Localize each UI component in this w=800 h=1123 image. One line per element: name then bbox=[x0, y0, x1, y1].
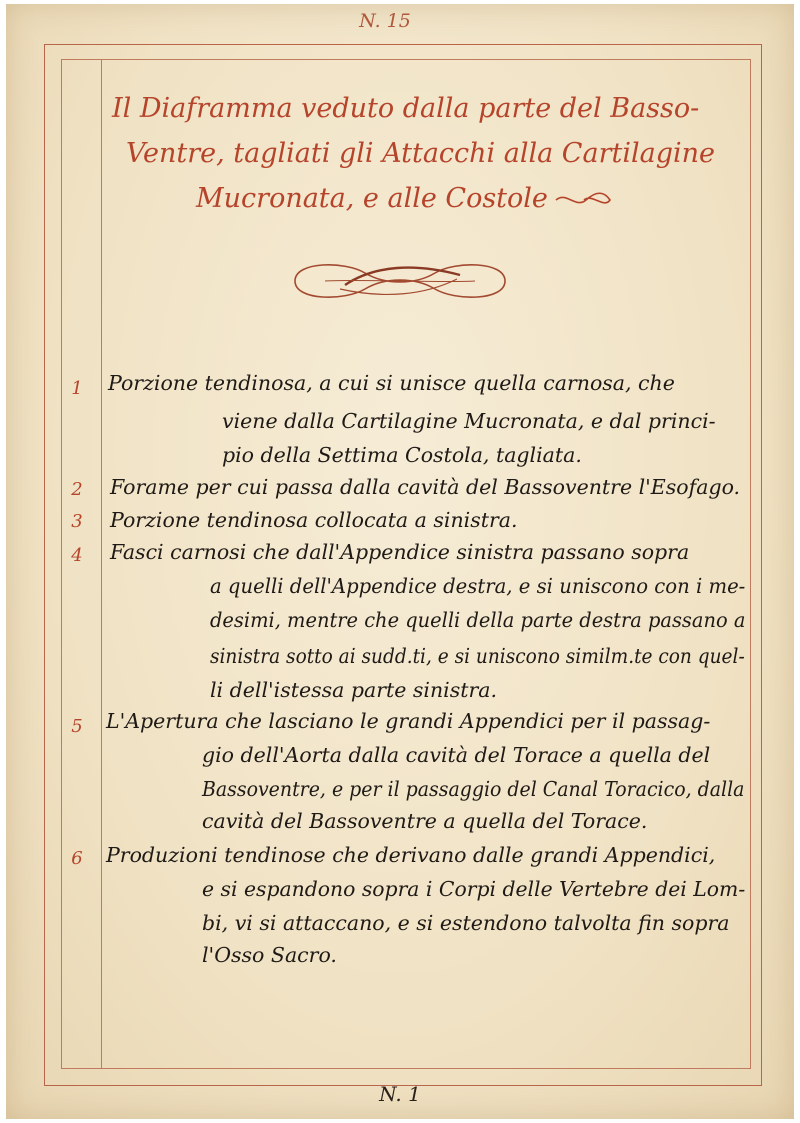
entry-line: viene dalla Cartilagine Mucronata, e dal princi- bbox=[222, 409, 716, 433]
folio-number-bottom: N. 1 bbox=[379, 1082, 421, 1106]
entry-line: a quelli dell'Appendice destra, e si uniscono con i me- bbox=[210, 574, 746, 598]
title-line-3 bbox=[112, 176, 744, 221]
page-title bbox=[112, 86, 744, 221]
entry-line: gio dell'Aorta dalla cavità del Torace a quella del bbox=[202, 743, 711, 767]
entry-line: Porzione tendinosa collocata a sinistra. bbox=[110, 508, 518, 532]
entry-line: Produzioni tendinose che derivano dalle grandi Appendici, bbox=[106, 843, 716, 867]
title-flourish-icon bbox=[554, 191, 612, 209]
entry-number: 2 bbox=[71, 479, 83, 500]
entry-line: Porzione tendinosa, a cui si unisce quella carnosa, che bbox=[108, 371, 675, 395]
entry-line: L'Apertura che lasciano le grandi Appendici per il passag- bbox=[106, 709, 711, 733]
entry-line: cavità del Bassoventre a quella del Torace. bbox=[202, 809, 648, 833]
entry-number: 4 bbox=[71, 545, 83, 566]
left-margin-rule bbox=[101, 59, 102, 1069]
calligraphic-flourish-ornament bbox=[285, 255, 515, 307]
entry-number: 1 bbox=[71, 378, 83, 399]
entry-line: Bassoventre, e per il passaggio del Canal Toracico, dalla bbox=[202, 777, 745, 801]
entry-line: e si espandono sopra i Corpi delle Vertebre dei Lom- bbox=[202, 877, 746, 901]
title-line-1: Il Diaframma veduto dalla parte del Basso- bbox=[112, 93, 700, 124]
entry-line: sinistra sotto ai sudd.ti, e si uniscono similm.te con quel- bbox=[210, 644, 745, 668]
entry-line: pio della Settima Costola, tagliata. bbox=[222, 443, 582, 467]
entry-line: l'Osso Sacro. bbox=[202, 943, 337, 967]
entry-number: 3 bbox=[71, 511, 83, 532]
title-line-3-text: Mucronata, e alle Costole bbox=[196, 183, 548, 214]
entry-line: li dell'istessa parte sinistra. bbox=[210, 678, 498, 702]
folio-number-top: N. 15 bbox=[359, 10, 411, 32]
entry-number: 6 bbox=[71, 848, 83, 869]
entry-line: desimi, mentre che quelli della parte destra passano a bbox=[210, 608, 746, 632]
title-line-2: Ventre, tagliati gli Attacchi alla Cartilagine bbox=[126, 138, 715, 169]
entry-number: 5 bbox=[71, 716, 83, 737]
entry-line: bi, vi si attaccano, e si estendono talvolta fin sopra bbox=[202, 911, 730, 935]
entry-line: Forame per cui passa dalla cavità del Bassoventre l'Esofago. bbox=[110, 475, 741, 499]
entry-line: Fasci carnosi che dall'Appendice sinistra passano sopra bbox=[110, 540, 690, 564]
